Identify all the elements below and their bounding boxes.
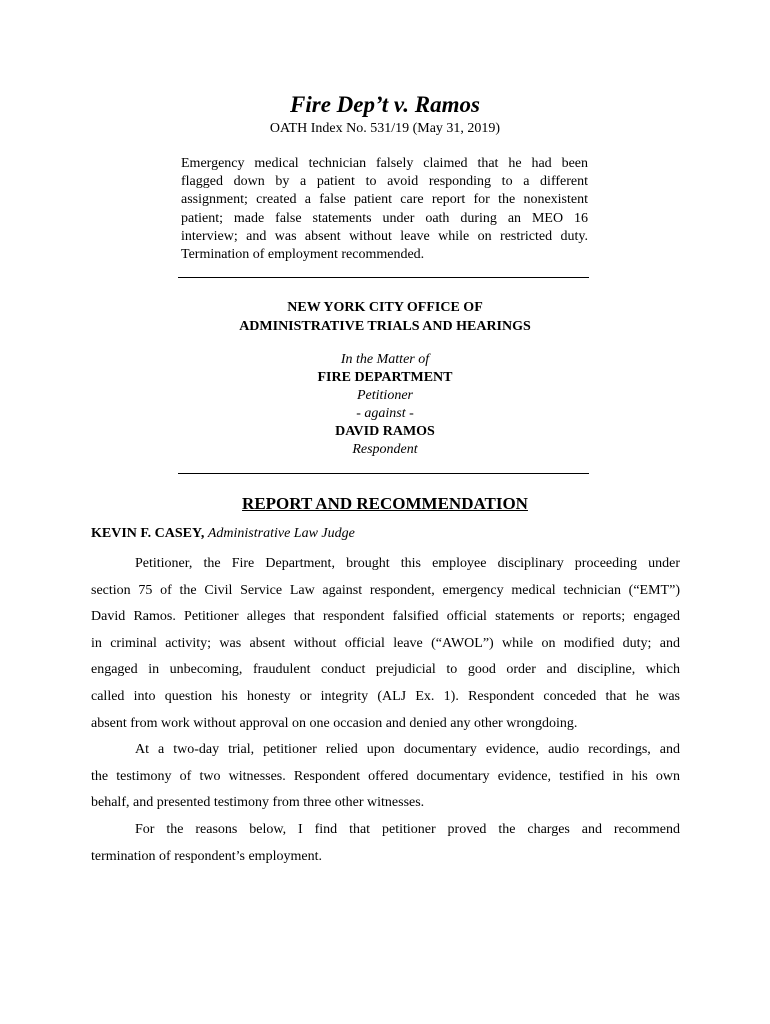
- case-summary: [181, 155, 588, 264]
- summary-line: flagged down by a patient to avoid responding to a different: [181, 174, 588, 190]
- caption-against: - against -: [356, 406, 414, 421]
- caption-matter: In the Matter of: [340, 352, 430, 367]
- body-line: For the reasons below, I find that petitioner proved the charges and recommend: [135, 821, 680, 837]
- body-line: section 75 of the Civil Service Law against respondent, emergency medical technician (“EMT”): [91, 582, 680, 598]
- body-line: the testimony of two witnesses. Respondent offered documentary evidence, testified in his own: [91, 768, 680, 784]
- divider-top: [178, 277, 589, 278]
- report-body: [91, 551, 680, 870]
- judge-name: KEVIN F. CASEY,: [91, 526, 205, 541]
- summary-line: assignment; created a false patient care report for the nonexistent: [181, 192, 588, 208]
- summary-line: patient; made false statements under oath during an MEO 16: [181, 210, 588, 226]
- summary-line: Emergency medical technician falsely claimed that he had been: [181, 156, 588, 171]
- case-caption: [0, 351, 770, 459]
- summary-line: interview; and was absent without leave while on restricted duty.: [181, 228, 588, 244]
- respondent-name: DAVID RAMOS: [335, 424, 435, 439]
- body-line: engaged in unbecoming, fraudulent conduct prejudicial to good order and discipline, which: [91, 662, 680, 678]
- body-line: absent from work without approval on one occasion and denied any other wrongdoing.: [91, 715, 578, 731]
- report-title: REPORT AND RECOMMENDATION: [242, 494, 528, 513]
- body-line: David Ramos. Petitioner alleges that respondent falsified official statements or reports; engaged: [91, 609, 680, 625]
- body-line: behalf, and presented testimony from three other witnesses.: [91, 795, 425, 811]
- body-line: called into question his honesty or integrity (ALJ Ex. 1). Respondent conceded that he was: [91, 688, 680, 704]
- summary-line: Termination of employment recommended.: [181, 247, 425, 263]
- office-line-2: ADMINISTRATIVE TRIALS AND HEARINGS: [239, 319, 531, 334]
- petitioner-label: Petitioner: [357, 388, 413, 403]
- respondent-label: Respondent: [352, 442, 418, 457]
- index-number: OATH Index No. 531/19 (May 31, 2019): [269, 121, 501, 136]
- case-title: Fire Dep’t v. Ramos: [290, 92, 480, 117]
- body-line: in criminal activity; was absent without official leave (“AWOL”) while on modified duty; and: [91, 635, 680, 651]
- body-line: At a two-day trial, petitioner relied upon documentary evidence, audio recordings, and: [135, 742, 680, 758]
- body-line: Petitioner, the Fire Department, brought this employee disciplinary proceeding under: [135, 556, 680, 571]
- divider-bottom: [178, 473, 589, 474]
- judge-line: [91, 526, 355, 542]
- judge-title: Administrative Law Judge: [207, 526, 355, 541]
- petitioner-name: FIRE DEPARTMENT: [317, 370, 453, 385]
- office-line-1: NEW YORK CITY OFFICE OF: [287, 300, 483, 315]
- body-line: termination of respondent’s employment.: [91, 848, 322, 864]
- office-heading: [0, 298, 770, 336]
